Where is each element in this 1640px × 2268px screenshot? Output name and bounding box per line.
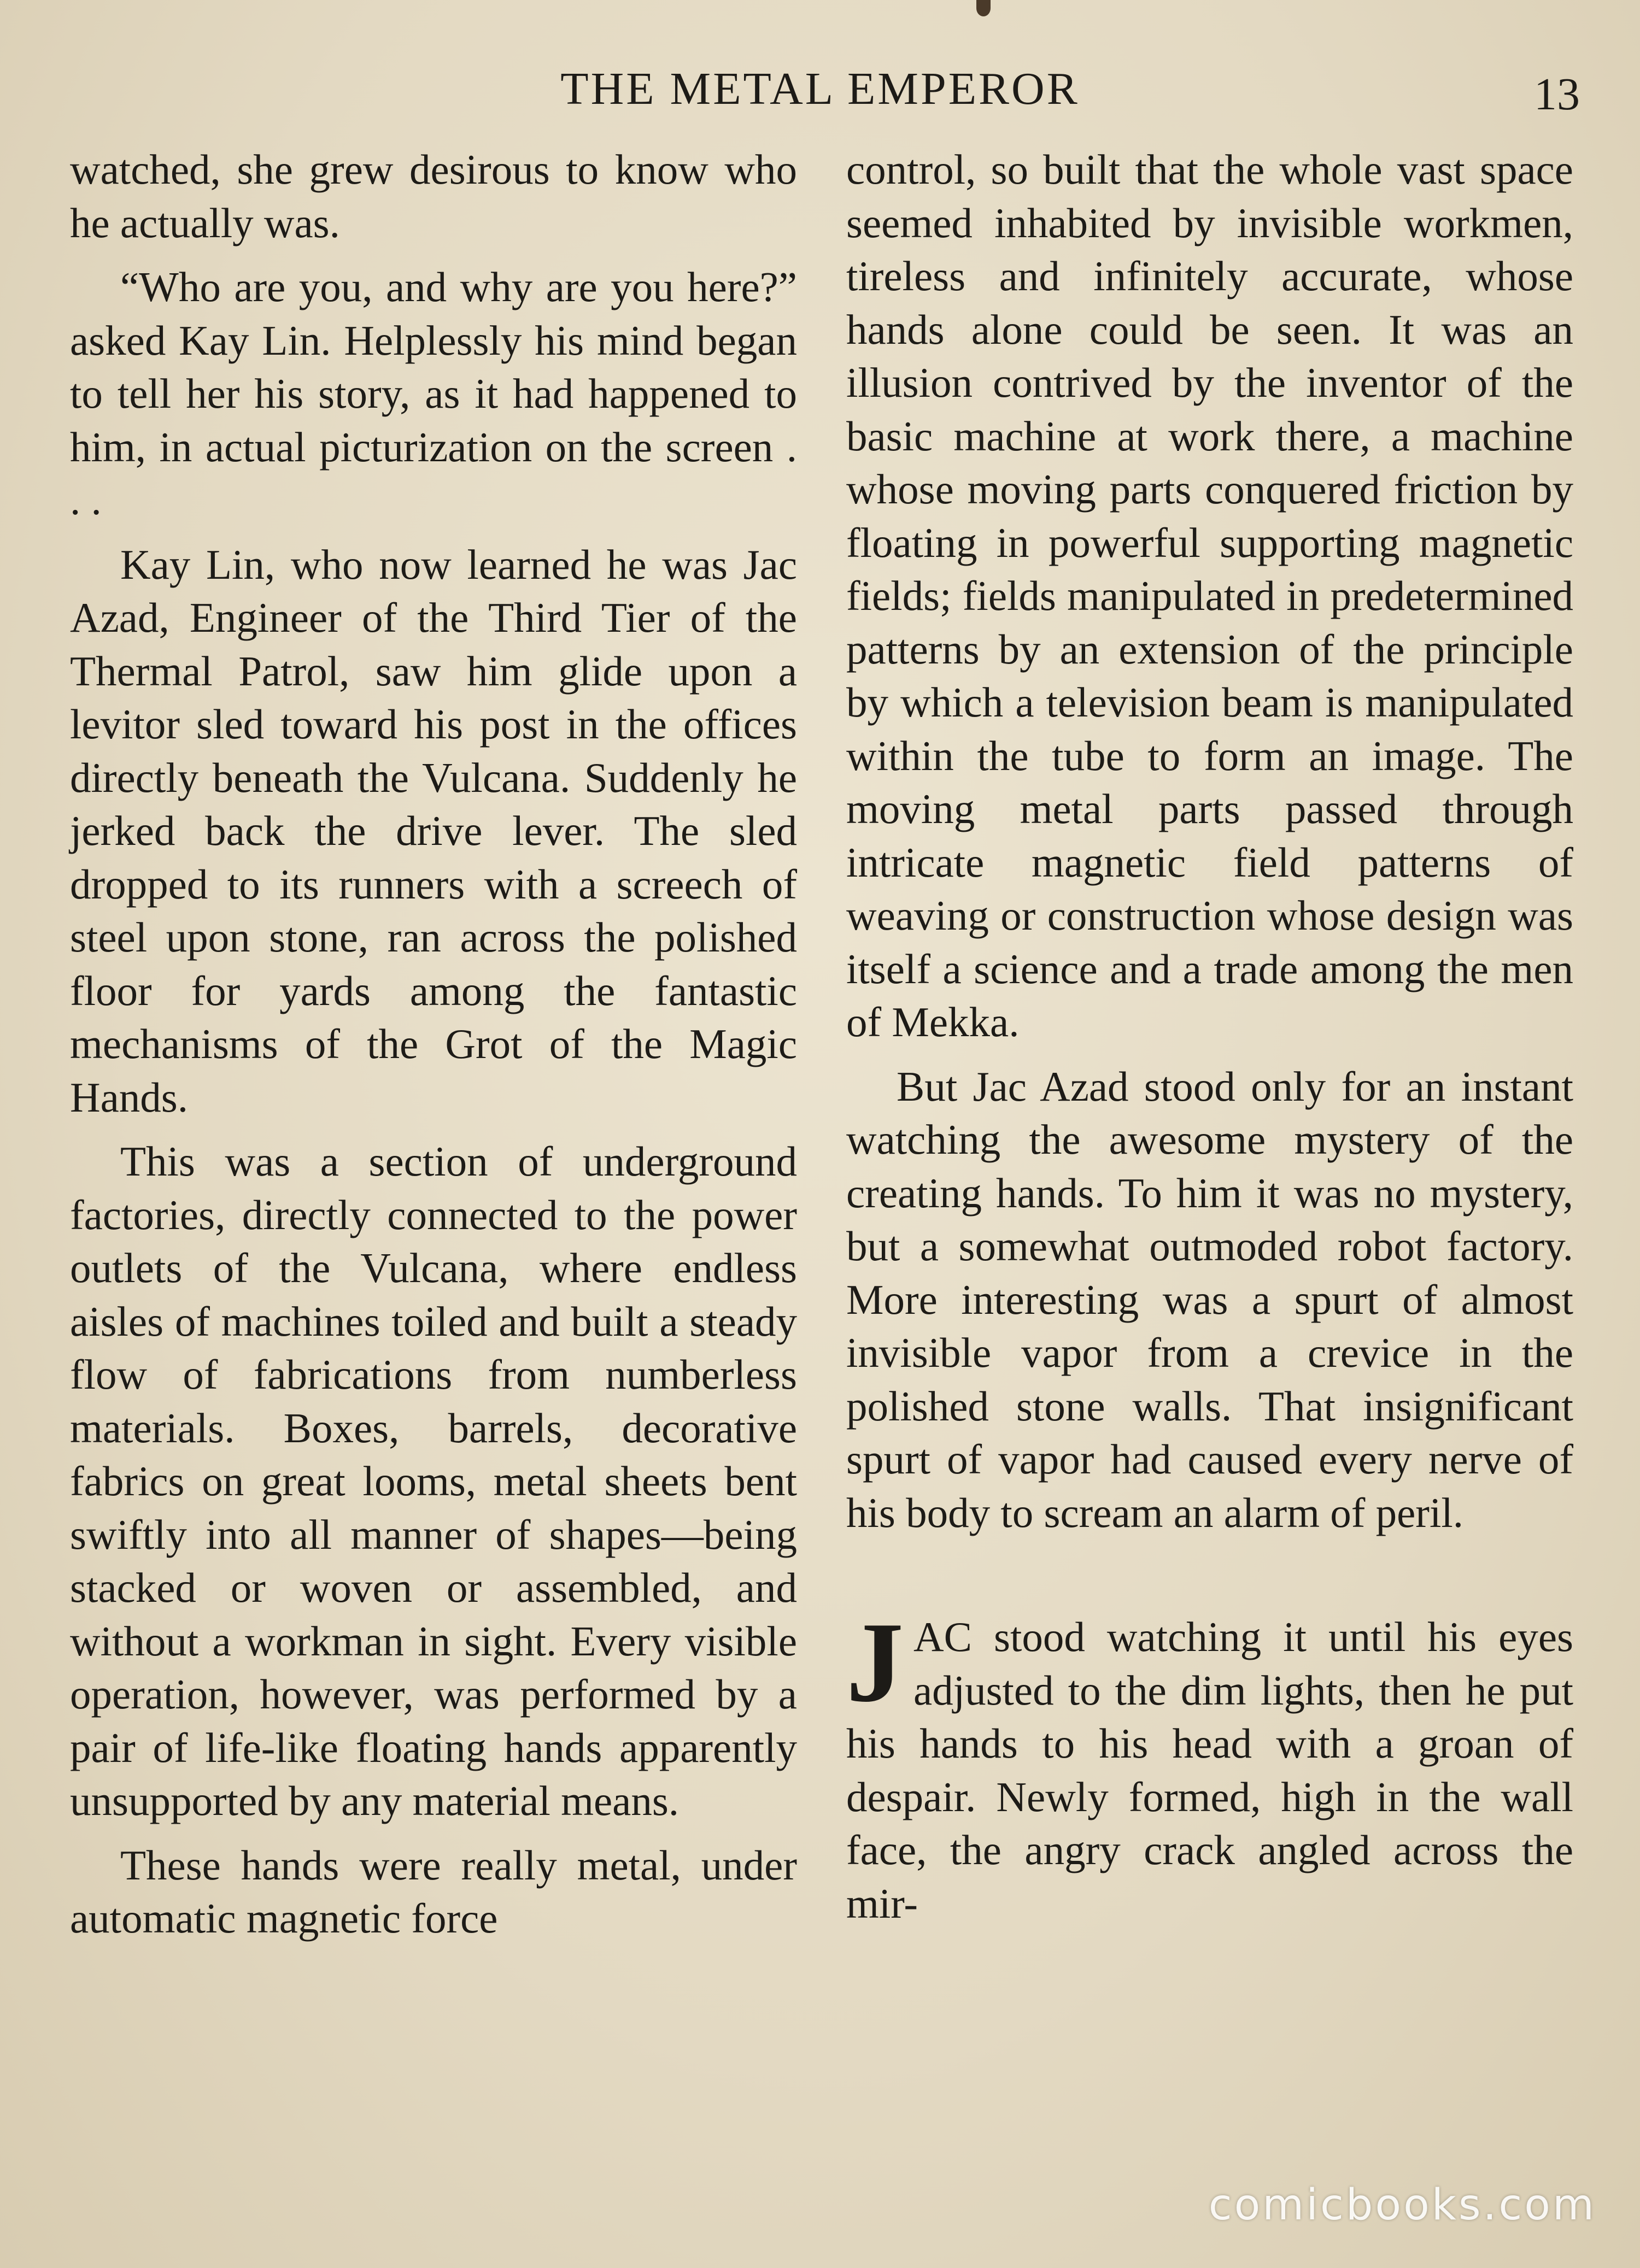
running-title: THE METAL EMPEROR bbox=[560, 63, 1080, 114]
left-column bbox=[70, 143, 797, 1956]
paragraph: control, so built that the whole vast space seemed inhabited by invisible workmen, tireless and infinitely accurate, whose hands alone could be seen. It was an illusion contrived by the inventor of the basic machine at work there, a machine whose moving parts conquered friction by floating in powerful supporting magnetic fields; fields manipulated in predetermined patterns by an extension of the principle by which a television beam is manipulated within the tube to form an image. The moving metal parts passed through intricate magnetic field patterns of weaving or construction whose design was itself a science and a trade among the men of Mekka. bbox=[846, 146, 1573, 1045]
paragraph: watched, she grew desirous to know who he actually was. bbox=[70, 146, 797, 246]
paragraph: “Who are you, and why are you here?” asked Kay Lin. Helplessly his mind began to tell her his story, as it had happened to him, in actual picturization on the screen . . . bbox=[70, 263, 797, 524]
paragraph: But Jac Azad stood only for an instant watching the awesome mystery of the creating hands. To him it was no mystery, but a somewhat outmoded robot factory. More interesting was a spurt of almost invisible vapor from a crevice in the polished stone walls. That insignificant spurt of vapor had caused every nerve of his body to scream an alarm of peril. bbox=[846, 1062, 1573, 1536]
page-header bbox=[0, 59, 1640, 119]
page-number: 13 bbox=[1534, 69, 1580, 120]
binding-mark bbox=[976, 0, 991, 16]
drop-cap-paragraph bbox=[846, 1599, 1573, 1930]
drop-cap: J bbox=[846, 1599, 904, 1726]
paragraph: These hands were really metal, under automatic magnetic force bbox=[70, 1841, 797, 1942]
paragraph: Kay Lin, who now learned he was Jac Azad, Engineer of the Third Tier of the Thermal Patrol, saw him glide upon a levitor sled toward his post in the offices directly beneath the Vulcana. Suddenly he jerked back the drive lever. The sled dropped to its runners with a screech of steel upon stone, ran across the polished floor for yards among the fantastic mechanisms of the Grot of the Magic Hands. bbox=[70, 540, 797, 1121]
right-column bbox=[846, 143, 1573, 1941]
drop-cap-paragraph-text: AC stood watching it until his eyes adjusted to the dim lights, then he put his hands to his head with a groan of despair. Newly formed, high in the wall face, the angry crack angled across the mir- bbox=[846, 1613, 1573, 1927]
paragraph: This was a section of underground factories, directly connected to the power outlets of the Vulcana, where endless aisles of machines toiled and built a steady flow of fabrications from numberless materials. Boxes, barrels, decorative fabrics on great looms, metal sheets bent swiftly into all manner of shapes—being stacked or woven or assembled, and without a workman in sight. Every visible operation, however, was performed by a pair of life-like floating hands apparently unsupported by any material means. bbox=[70, 1138, 797, 1824]
site-watermark: comicbooks.com bbox=[1208, 2181, 1596, 2230]
